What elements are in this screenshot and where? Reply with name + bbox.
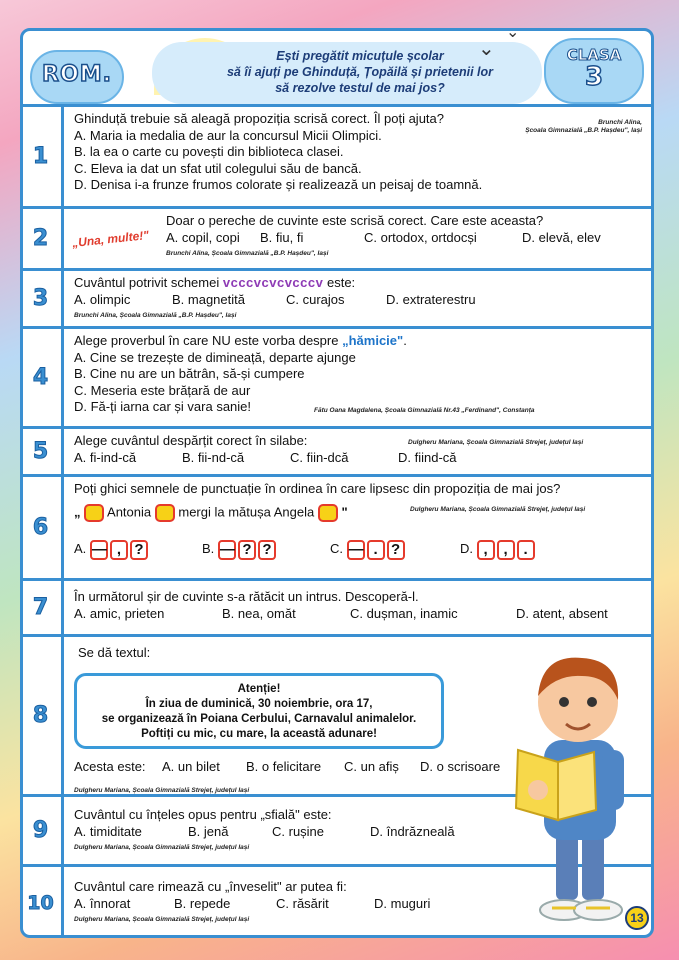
notice-box (74, 673, 444, 749)
answer-option[interactable] (460, 540, 537, 560)
answer-option[interactable]: D. fiind-că (398, 449, 457, 465)
question-text: Poți ghici semnele de punctuație în ordinea în care lipsesc din propoziția de mai jos? (74, 481, 561, 496)
answer-option[interactable]: C. dușman, inamic (350, 605, 458, 621)
answer-option[interactable]: B. magnetită (172, 291, 245, 307)
question-text: În următorul șir de cuvinte s-a rătăcit un intrus. Descoperă-l. (74, 589, 419, 604)
question-text-part: . (403, 333, 407, 348)
boy-leg (556, 830, 578, 900)
title-line: Ești pregătit micuțule școlar (276, 49, 444, 63)
boy-reading-illustration (498, 640, 658, 930)
sentence-part: " (341, 503, 348, 519)
page-number: 13 (625, 906, 649, 930)
punctuation-mark: . (367, 540, 385, 560)
boy-shoe (574, 900, 622, 920)
answer-option[interactable]: D. extraterestru (386, 291, 476, 307)
punctuation-mark: — (219, 540, 235, 558)
answer-option[interactable]: A. amic, prieten (74, 605, 165, 621)
header (20, 24, 654, 104)
answer-option[interactable]: A. timiditate (74, 823, 142, 839)
option-letter: D. (460, 540, 473, 556)
answer-option[interactable]: D. elevă, elev (522, 229, 601, 245)
question-text: Doar o pereche de cuvinte este scrisă corect. Care este aceasta? (166, 213, 544, 228)
option-letter: A. (74, 540, 87, 556)
question-4 (20, 326, 654, 426)
answer-option[interactable]: C. curajos (286, 291, 345, 307)
option-letter: B. (202, 540, 215, 556)
answer-option[interactable]: D. atent, absent (516, 605, 608, 621)
question-text: Se dă textul: (78, 645, 151, 660)
question-source: Fătu Oana Magdalena, Școala Gimnazială Nr.43 „Ferdinand", Constanța (314, 407, 535, 414)
question-number: 4 (20, 329, 64, 426)
answer-option[interactable]: B. o felicitare (246, 759, 322, 774)
bird-icon: ⌄ (478, 38, 495, 60)
option-letter: C. (330, 540, 343, 556)
answer-option[interactable]: A. olimpic (74, 291, 131, 307)
question-text: Ghinduță trebuie să aleagă propoziția scrisă corect. Îl poți ajuta? (74, 111, 444, 126)
answer-option[interactable]: A. un bilet (162, 759, 220, 774)
answer-option[interactable]: B. la ea o carte cu povești din biblioteca clasei. (74, 144, 344, 159)
question-number: 2 (20, 209, 64, 268)
blank-box[interactable] (318, 504, 338, 522)
source-line: Școala Gimnazială „B.P. Hașdeu", Iași (525, 127, 642, 134)
question-number: 5 (20, 429, 64, 474)
grade-label: CLASA (566, 46, 622, 64)
answer-option[interactable]: A. fi-ind-că (74, 449, 137, 465)
answer-option[interactable]: C. Eleva ia dat un sfat util colegului său de bancă. (74, 160, 362, 176)
question-text: Cuvântul care rimează cu „înveselit" ar putea fi: (74, 879, 347, 894)
subject-label: ROM. (42, 62, 112, 87)
answer-option[interactable]: B. fii-nd-că (182, 449, 245, 465)
answer-option[interactable]: C. un afiș (344, 759, 399, 774)
blank-box[interactable] (84, 504, 104, 522)
question-text (74, 275, 646, 292)
answer-option[interactable]: B. nea, omăt (222, 605, 296, 621)
question-6 (20, 474, 654, 578)
highlight-word: „hămicie" (342, 333, 404, 348)
letter-pattern: vcccvcvcvcccv (222, 275, 324, 290)
punctuation-mark: . (517, 540, 535, 560)
question-1 (20, 104, 654, 206)
question-text: Acesta este: (74, 759, 146, 774)
answer-option[interactable]: B. repede (174, 895, 231, 911)
boy-leg (582, 830, 604, 900)
question-source (525, 119, 642, 135)
question-text (74, 333, 646, 350)
question-text: Alege cuvântul despărțit corect în silabe: (74, 433, 308, 448)
question-text: Cuvântul cu înțeles opus pentru „sfială" este: (74, 807, 332, 822)
answer-option[interactable]: D. o scrisoare (420, 759, 501, 774)
punctuation-mark: — (91, 540, 107, 558)
answer-option[interactable]: B. fiu, fi (260, 229, 304, 245)
punctuation-mark: , (497, 540, 515, 560)
answer-option[interactable]: A. copil, copi (166, 229, 240, 245)
question-3 (20, 268, 654, 326)
notice-line: În ziua de duminică, 30 noiembrie, ora 17, (145, 698, 373, 710)
answer-option[interactable]: C. rușine (272, 823, 325, 839)
bird-icon: ⌄ (506, 24, 520, 41)
question-2 (20, 206, 654, 268)
blank-box[interactable] (155, 504, 175, 522)
answer-option[interactable]: C. răsărit (276, 895, 329, 911)
question-number: 10 (20, 867, 64, 938)
title-line: să rezolve testul de mai jos? (275, 81, 445, 95)
question-source: Brunchi Alina, Școala Gimnazială „B.P. Hașdeu", Iași (74, 312, 237, 319)
source-line: Brunchi Alina, (598, 119, 642, 126)
grade-badge (544, 38, 644, 104)
answer-option[interactable]: C. fiin-dcă (290, 449, 349, 465)
answer-option[interactable]: A. Maria ia medalia de aur la concursul Micii Olimpici. (74, 127, 382, 143)
question-text-part: Alege proverbul în care NU este vorba despre (74, 333, 339, 348)
question-5 (20, 426, 654, 474)
question-source: Dulgheru Mariana, Școala Gimnazială Strejeț, județul Iași (74, 844, 250, 851)
question-source: Dulgheru Mariana, Școala Gimnazială Strejeț, județul Iași (410, 505, 586, 513)
sentence-part: mergi la mătușa Angela (178, 503, 315, 519)
punctuation-mark: ? (387, 540, 405, 560)
question-7 (20, 578, 654, 634)
notice-line: Poftiți cu mic, cu mare, la această adunare! (141, 728, 377, 740)
answer-option[interactable]: D. Denisa i-a frunze frumos colorate și realizează un peisaj de toamnă. (74, 177, 483, 192)
notice-line: se organizează în Poiana Cerbului, Carnavalul animalelor. (101, 713, 417, 725)
rule-badge: „Una, multe!" (71, 228, 150, 250)
subject-badge (30, 50, 124, 104)
question-source: Dulgheru Mariana, Școala Gimnazială Strejeț, județul Iași (74, 916, 250, 923)
notice-line: Atenție! (237, 683, 281, 695)
question-text-part: este: (326, 275, 356, 290)
punctuation-sentence (74, 504, 646, 526)
answer-option[interactable]: D. muguri (374, 895, 431, 911)
question-number: 1 (20, 107, 64, 206)
answer-option[interactable]: C. Meseria este brățară de aur (74, 382, 251, 398)
punctuation-mark: ? (258, 540, 276, 560)
punctuation-mark: , (477, 540, 495, 560)
answer-option[interactable]: B. Cine nu are un bătrân, să-și cumpere (74, 366, 305, 381)
sentence-part: „ (74, 503, 81, 519)
punctuation-mark: — (348, 540, 364, 558)
answer-option[interactable] (202, 540, 330, 560)
question-number: 9 (20, 797, 64, 864)
title-line: să îi ajuți pe Ghinduță, Țopăilă și prietenii lor (226, 65, 493, 79)
grade-number: 3 (584, 62, 604, 92)
punctuation-mark: ? (238, 540, 256, 560)
answer-option[interactable]: A. Cine se trezește de dimineață, departe ajunge (74, 349, 356, 365)
question-number: 7 (20, 581, 64, 634)
sentence-part: Antonia (107, 503, 152, 519)
question-text-part: Cuvântul potrivit schemei (74, 275, 220, 290)
question-number: 6 (20, 477, 64, 578)
question-number: 3 (20, 271, 64, 326)
answer-option[interactable] (330, 540, 460, 560)
question-source: Dulgheru Mariana, Școala Gimnazială Strejeț, județul Iași (74, 787, 250, 794)
question-source: Dulgheru Mariana, Școala Gimnazială Strejeț, județul Iași (408, 439, 584, 446)
question-source: Brunchi Alina, Școala Gimnazială „B.P. Hașdeu", Iași (166, 250, 329, 257)
answer-option[interactable]: A. înnorat (74, 895, 131, 911)
answer-option[interactable] (74, 540, 202, 560)
answer-option[interactable]: C. ortodox, ortdocși (364, 229, 477, 245)
answer-option[interactable]: D. Fă-ți iarna car și vara sanie! (74, 399, 252, 414)
punctuation-mark: , (110, 540, 128, 560)
answer-option[interactable]: B. jenă (188, 823, 229, 839)
punctuation-mark: ? (130, 540, 148, 560)
answer-option[interactable]: D. îndrăzneală (370, 823, 455, 839)
question-number: 8 (20, 637, 64, 794)
